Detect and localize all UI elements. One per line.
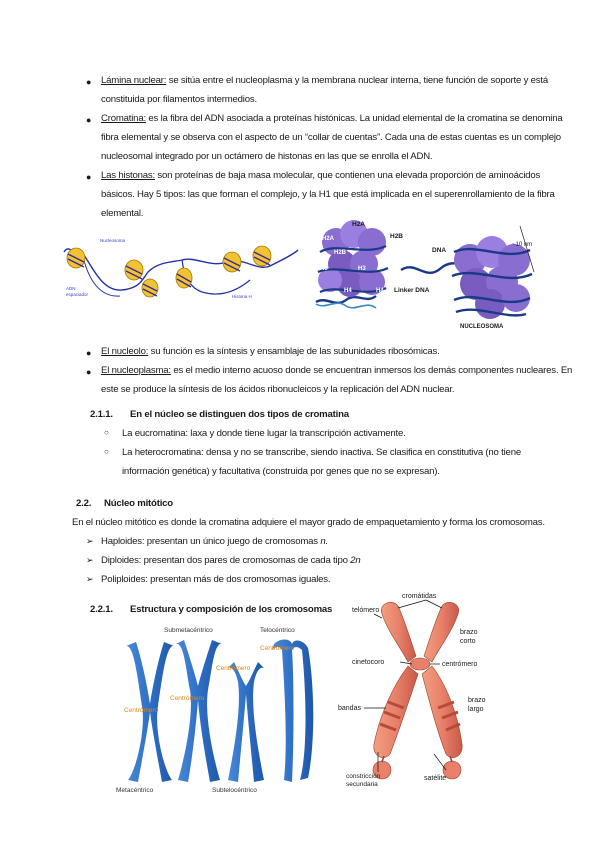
nucleosome-bead-2: [125, 260, 143, 280]
label-constriccion-2: secundaria: [346, 781, 378, 788]
label-centromero-1: Centrómero: [124, 707, 159, 714]
label-brazo-largo-2: largo: [468, 706, 484, 713]
label-centromero-4: Centrómero: [260, 645, 295, 652]
term-histonas: Las histonas:: [101, 170, 155, 181]
nucleosome-bead-4: [176, 268, 192, 288]
label-subtelocentrico: Subtelocéntrico: [212, 787, 257, 794]
label-metacentrico: Metacéntrico: [116, 787, 154, 794]
caption-nucleosoma: NUCLEOSOMA: [460, 324, 504, 330]
heading-2-2-number: 2.2.: [76, 498, 92, 509]
label-brazo-corto-2: corto: [460, 638, 476, 645]
heading-2-2-1-title: Estructura y composición de los cromosomas: [130, 604, 333, 615]
label-telocentrico: Telocéntrico: [260, 627, 295, 634]
label-espaciador: espaciador: [66, 292, 89, 297]
term-nucleoplasma: El nucleoplasma:: [101, 365, 171, 376]
label-centromero-3: Centrómero: [216, 665, 251, 672]
nucleosome-bead-6: [253, 246, 271, 266]
label-brazo-corto-1: brazo: [460, 629, 478, 636]
label-telomero: telómero: [352, 607, 380, 614]
label-brazo-largo-1: brazo: [468, 697, 486, 704]
heading-2-2-1-number: 2.2.1.: [90, 604, 113, 615]
label-bandas: bandas: [338, 705, 361, 712]
term-nucleolo: El nucleolo:: [101, 346, 149, 357]
label-constriccion-1: constricción: [346, 773, 381, 780]
term-cromatina: Cromatina:: [101, 113, 146, 124]
label-dna: DNA: [432, 247, 447, 254]
label-h2b-left: H2B: [334, 250, 347, 256]
label-linker: Linker DNA: [394, 287, 430, 294]
nucleosome-bead-1: [67, 248, 85, 268]
label-h3b: H3: [358, 266, 366, 272]
label-histona: Histona H: [232, 294, 252, 299]
label-adn: ADN: [66, 286, 76, 291]
label-h4b: H4: [376, 288, 384, 294]
label-h4: H4: [344, 288, 352, 294]
label-nm: ~10 nm: [512, 242, 533, 248]
label-centromero-2: Centrómero: [170, 695, 205, 702]
label-satelite: satélite: [424, 775, 447, 782]
label-centromero: centrómero: [442, 661, 478, 668]
figure-nucleosome-string: [62, 232, 300, 310]
label-cinetocoro: cinetocoro: [352, 659, 385, 666]
paragraph-mitotico: En el núcleo mitótico es donde la cromatina adquiere el mayor grado de empaquetamiento y forma los cromosomas.: [72, 517, 545, 528]
term-lamina: Lámina nuclear:: [101, 75, 167, 86]
label-cromatidas: cromátidas: [402, 593, 437, 600]
label-submetacentrico: Submetacéntrico: [164, 627, 213, 634]
label-h3: H3: [320, 266, 328, 272]
figure-chromosome-anatomy: [334, 584, 512, 790]
figure-chromosome-types: [112, 620, 322, 798]
nucleosome-bead-3: [142, 279, 158, 297]
nucleosome-bead-5: [223, 252, 241, 272]
label-nucleosoma: Nucleosoma: [100, 238, 126, 243]
label-h2a: H2A: [352, 221, 366, 228]
label-h2a-left: H2A: [322, 236, 335, 242]
figure-nucleosome-structure: [306, 212, 546, 332]
heading-2-1-1-title: En el núcleo se distinguen dos tipos de cromatina: [130, 409, 349, 420]
heading-2-2-title: Núcleo mitótico: [104, 498, 173, 509]
heading-2-1-1-number: 2.1.1.: [90, 409, 113, 420]
label-h2b: H2B: [390, 233, 404, 240]
